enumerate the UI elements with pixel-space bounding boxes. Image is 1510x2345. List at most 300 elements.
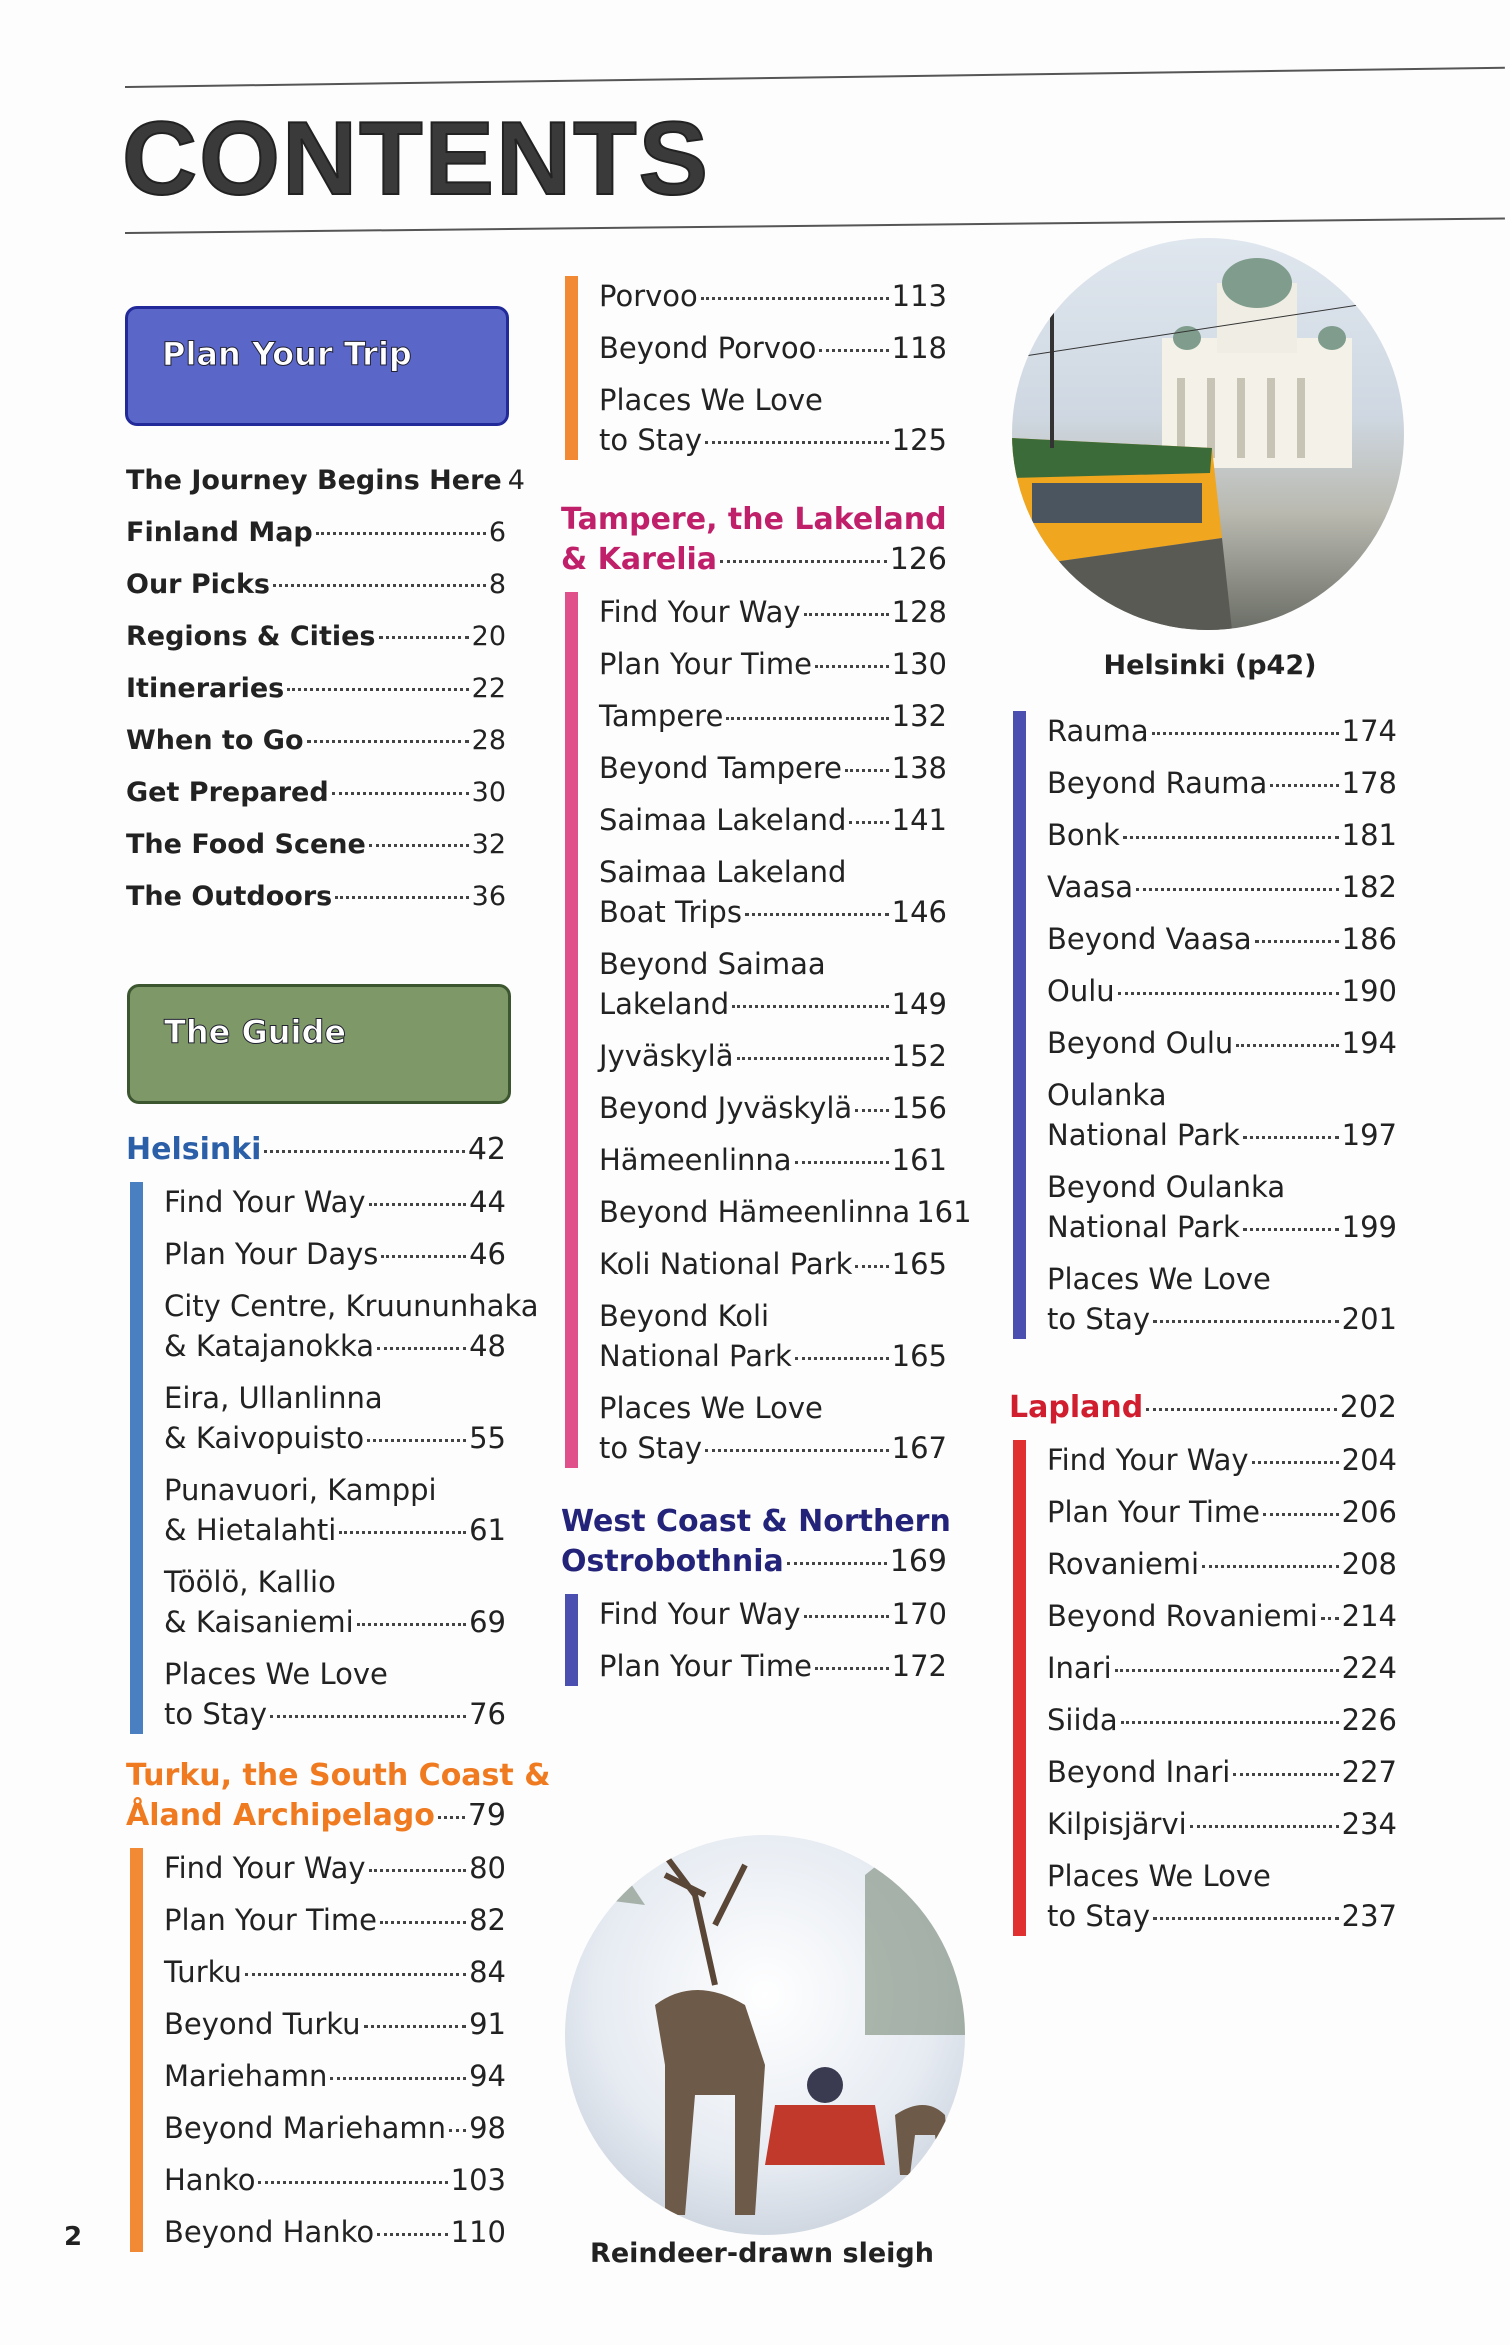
dot-leader [815, 665, 889, 668]
toc-entry[interactable] [599, 748, 947, 788]
toc-entry-line [599, 800, 947, 840]
toc-entry-line [1047, 1167, 1397, 1207]
toc-entry-line [599, 328, 947, 368]
toc-entry-label: Plan Your Time [1047, 1495, 1261, 1529]
toc-entry-label: Beyond Koli [599, 1299, 770, 1333]
dot-leader [332, 792, 469, 795]
toc-entry[interactable] [126, 877, 506, 917]
toc-entry-line [126, 877, 506, 917]
toc-entry[interactable] [164, 1562, 506, 1642]
dot-leader [264, 1150, 464, 1153]
toc-entry-label: Get Prepared [126, 777, 329, 808]
toc-entry-page: 199 [1341, 1210, 1397, 1244]
toc-entry[interactable] [126, 825, 506, 865]
toc-entry[interactable] [1047, 815, 1397, 855]
toc-entry[interactable] [1047, 1804, 1397, 1844]
toc-entry[interactable] [599, 1388, 947, 1468]
page-number: 2 [64, 2222, 83, 2252]
section-westcoast [561, 1502, 951, 1686]
toc-entry[interactable] [126, 461, 525, 501]
toc-entry-label: Beyond Oulanka [1047, 1170, 1286, 1204]
toc-entry[interactable] [599, 644, 947, 684]
toc-entry-line [599, 944, 947, 984]
toc-entry-page: 110 [450, 2215, 506, 2249]
section-title: Ostrobothnia [561, 1544, 784, 1579]
toc-entry-page: 46 [469, 1237, 506, 1271]
toc-entry[interactable] [599, 276, 947, 316]
toc-entry-page: 174 [1341, 714, 1397, 748]
toc-entry-line [599, 1296, 947, 1336]
section-color-bar [565, 1594, 578, 1686]
toc-entry[interactable] [164, 1900, 506, 1940]
toc-entry[interactable] [164, 1952, 506, 1992]
toc-entry-label: Vaasa [1047, 870, 1134, 904]
dot-leader [1153, 1320, 1339, 1323]
toc-entry-page: 91 [469, 2007, 506, 2041]
toc-entry[interactable] [1047, 763, 1397, 803]
toc-entry[interactable] [1047, 1075, 1397, 1155]
toc-entry-line [164, 1602, 506, 1642]
dot-leader [335, 896, 468, 899]
toc-entry-page: 98 [469, 2111, 506, 2145]
toc-entry[interactable] [599, 1296, 947, 1376]
toc-entry[interactable] [126, 773, 506, 813]
toc-entry[interactable] [599, 1646, 947, 1686]
toc-entry[interactable] [164, 1286, 539, 1366]
toc-entry-label: Kilpisjärvi [1047, 1807, 1187, 1841]
toc-entry-label: & Kaisaniemi [164, 1605, 354, 1639]
toc-entry-label: Places We Love [1047, 1262, 1271, 1296]
toc-entry-line [164, 1378, 506, 1418]
section-heading-line [126, 1130, 506, 1170]
toc-entry[interactable] [1047, 1648, 1397, 1688]
toc-entry-page: 84 [469, 1955, 506, 1989]
toc-entry-label: Beyond Inari [1047, 1755, 1231, 1789]
toc-entry-label: The Journey Begins Here [126, 465, 502, 496]
dot-leader [287, 688, 468, 691]
toc-entry[interactable] [1047, 1440, 1397, 1480]
toc-entry[interactable] [1047, 711, 1397, 751]
toc-entry[interactable] [164, 1182, 506, 1222]
toc-entry-page: 130 [891, 647, 947, 681]
toc-entry-page: 237 [1341, 1899, 1397, 1933]
toc-entry-page: 149 [891, 987, 947, 1021]
dot-leader [705, 441, 889, 444]
section-title: Lapland [1009, 1390, 1144, 1425]
toc-entry-line [1047, 763, 1397, 803]
toc-entry[interactable] [1047, 1259, 1397, 1339]
toc-entry[interactable] [164, 1848, 506, 1888]
section-page: 79 [467, 1798, 506, 1833]
dot-leader [1243, 1136, 1339, 1139]
section-items [164, 1182, 539, 1734]
toc-entry[interactable] [1047, 1856, 1397, 1936]
toc-entry[interactable] [599, 1594, 947, 1634]
toc-entry-label: Beyond Rauma [1047, 766, 1268, 800]
toc-entry[interactable] [1047, 919, 1397, 959]
toc-entry-page: 48 [469, 1329, 506, 1363]
toc-entry-label: National Park [1047, 1118, 1240, 1152]
toc-entry[interactable] [1047, 1492, 1397, 1532]
toc-entry[interactable] [126, 721, 506, 761]
section-heading[interactable] [561, 1502, 951, 1582]
toc-entry-label: Rovaniemi [1047, 1547, 1200, 1581]
toc-entry-label: Beyond Rovaniemi [1047, 1599, 1318, 1633]
section-items [599, 1594, 947, 1686]
toc-entry[interactable] [599, 852, 947, 932]
toc-entry-label: & Hietalahti [164, 1513, 337, 1547]
toc-entry[interactable] [1047, 1752, 1397, 1792]
toc-entry-line [164, 1470, 506, 1510]
toc-entry-label: to Stay [164, 1697, 268, 1731]
toc-entry-label: Oulu [1047, 974, 1115, 1008]
cathedral-tram-illustration [1012, 238, 1404, 630]
toc-entry-label: Oulanka [1047, 1078, 1167, 1112]
dot-leader [1321, 1617, 1339, 1620]
dot-leader [1202, 1565, 1339, 1568]
toc-entry-page: 69 [469, 1605, 506, 1639]
dot-leader [438, 1816, 465, 1819]
toc-entry-page: 132 [891, 699, 947, 733]
toc-entry[interactable] [599, 592, 947, 632]
toc-entry-line [1047, 1544, 1397, 1584]
toc-entry[interactable] [1047, 867, 1397, 907]
toc-entry-line [599, 892, 947, 932]
toc-entry-label: City Centre, Kruununhaka [164, 1289, 539, 1323]
toc-entry[interactable] [164, 2212, 506, 2252]
toc-entry-label: & Kaivopuisto [164, 1421, 365, 1455]
toc-entry-line [126, 669, 506, 709]
dot-leader [357, 1623, 466, 1626]
page-title: CONTENTS [122, 101, 710, 217]
toc-entry[interactable] [164, 1378, 506, 1458]
toc-entry[interactable] [599, 1192, 972, 1232]
toc-entry-line [164, 2056, 506, 2096]
toc-entry-line [126, 617, 506, 657]
toc-entry-label: Plan Your Time [164, 1903, 378, 1937]
toc-entry[interactable] [164, 2004, 506, 2044]
toc-entry-page: 128 [891, 595, 947, 629]
section-tampere [561, 500, 972, 1468]
toc-entry-label: Beyond Mariehamn [164, 2111, 447, 2145]
toc-entry-label: Lakeland [599, 987, 730, 1021]
toc-entry[interactable] [126, 565, 506, 605]
toc-entry-line [599, 1388, 947, 1428]
toc-entry[interactable] [599, 380, 947, 460]
toc-entry-line [164, 1418, 506, 1458]
toc-entry-page: 190 [1341, 974, 1397, 1008]
section-title: Åland Archipelago [126, 1798, 435, 1833]
dot-leader [804, 613, 889, 616]
toc-entry-label: Beyond Hanko [164, 2215, 375, 2249]
helsinki-photo-caption: Helsinki (p42) [1103, 650, 1317, 681]
toc-entry-label: Find Your Way [599, 1597, 801, 1631]
section-page: 202 [1339, 1390, 1397, 1425]
toc-entry-label: Itineraries [126, 673, 285, 704]
dot-leader [795, 1357, 889, 1360]
dot-leader [815, 1667, 889, 1670]
section-title: & Karelia [561, 542, 718, 577]
section-westcoast-cont [1009, 711, 1397, 1339]
toc-entry[interactable] [1047, 1544, 1397, 1584]
toc-entry-line [599, 1336, 947, 1376]
toc-entry-page: 44 [469, 1185, 506, 1219]
toc-entry[interactable] [1047, 1023, 1397, 1063]
dot-leader [381, 1255, 466, 1258]
toc-entry-page: 234 [1341, 1807, 1397, 1841]
toc-entry-label: Beyond Saimaa [599, 947, 826, 981]
toc-entry-line [1047, 711, 1397, 751]
section-heading-line [561, 1502, 951, 1542]
toc-entry[interactable] [1047, 1167, 1397, 1247]
section-page: 126 [889, 542, 947, 577]
dot-leader [330, 2077, 466, 2080]
toc-entry-line [1047, 1700, 1397, 1740]
toc-entry[interactable] [1047, 1700, 1397, 1740]
toc-entry-page: 32 [471, 829, 506, 860]
toc-entry[interactable] [126, 617, 506, 657]
toc-entry[interactable] [164, 2108, 506, 2148]
section-color-bar [130, 1182, 143, 1734]
section-lapland [1009, 1388, 1397, 1936]
dot-leader [258, 2181, 447, 2184]
toc-entry[interactable] [599, 944, 947, 1024]
toc-entry-page: 214 [1341, 1599, 1397, 1633]
toc-entry-line [164, 1234, 506, 1274]
dot-leader [705, 1449, 889, 1452]
toc-entry-line [1047, 1259, 1397, 1299]
toc-entry-page: 4 [507, 465, 525, 496]
toc-entry-page: 224 [1341, 1651, 1397, 1685]
toc-entry-page: 226 [1341, 1703, 1397, 1737]
toc-entry-page: 146 [891, 895, 947, 929]
toc-entry-page: 125 [891, 423, 947, 457]
toc-entry-page: 28 [471, 725, 506, 756]
toc-entry-label: Beyond Tampere [599, 751, 842, 785]
toc-entry-line [164, 1848, 506, 1888]
toc-entry-line [164, 1286, 539, 1326]
toc-entry-line [599, 380, 947, 420]
toc-entry-page: 167 [891, 1431, 947, 1465]
section-heading[interactable] [1009, 1388, 1397, 1428]
toc-entry-line [1047, 1075, 1397, 1115]
toc-entry-label: Places We Love [599, 1391, 823, 1425]
toc-entry-page: 156 [891, 1091, 947, 1125]
toc-entry[interactable] [1047, 971, 1397, 1011]
top-rule [125, 67, 1505, 88]
section-heading[interactable] [126, 1130, 506, 1170]
toc-entry-label: to Stay [1047, 1302, 1151, 1336]
toc-entry-label: Boat Trips [599, 895, 742, 929]
reindeer-illustration [565, 1835, 965, 2235]
dot-leader [819, 349, 888, 352]
dot-leader [367, 1439, 466, 1442]
section-heading-line [1009, 1388, 1397, 1428]
toc-entry-line [126, 721, 506, 761]
dot-leader [787, 1562, 887, 1565]
toc-entry[interactable] [599, 1140, 947, 1180]
dot-leader [1146, 1408, 1337, 1411]
toc-entry[interactable] [164, 1470, 506, 1550]
section-items [1047, 711, 1397, 1339]
toc-entry-page: 165 [891, 1247, 947, 1281]
toc-entry-line [126, 461, 525, 501]
toc-entry[interactable] [599, 800, 947, 840]
section-heading-line [561, 500, 947, 540]
dot-leader [364, 2025, 467, 2028]
dot-leader [795, 1161, 889, 1164]
section-items [599, 276, 947, 460]
dot-leader [379, 636, 469, 639]
toc-entry[interactable] [599, 696, 947, 736]
toc-entry-line [1047, 1596, 1397, 1636]
dot-leader [1252, 1461, 1339, 1464]
dot-leader [701, 297, 889, 300]
toc-entry[interactable] [126, 513, 506, 553]
dot-leader [369, 1203, 467, 1206]
dot-leader [845, 769, 889, 772]
toc-entry-line [1047, 971, 1397, 1011]
toc-entry-label: Porvoo [599, 279, 698, 313]
toc-entry-label: Punavuori, Kamppi [164, 1473, 437, 1507]
toc-entry-label: The Outdoors [126, 881, 333, 912]
dot-leader [855, 1265, 888, 1268]
toc-entry-page: 80 [469, 1851, 506, 1885]
dot-leader [720, 560, 887, 563]
section-page: 169 [889, 1544, 947, 1579]
toc-entry-label: & Katajanokka [164, 1329, 375, 1363]
toc-entry-line [599, 1192, 972, 1232]
toc-entry-line [1047, 1115, 1397, 1155]
toc-entry-page: 103 [450, 2163, 506, 2197]
toc-entry-label: Places We Love [164, 1657, 388, 1691]
toc-entry-page: 36 [471, 881, 506, 912]
toc-entry[interactable] [1047, 1596, 1397, 1636]
toc-entry-label: The Food Scene [126, 829, 366, 860]
toc-entry-page: 208 [1341, 1547, 1397, 1581]
toc-entry-label: Find Your Way [1047, 1443, 1249, 1477]
dot-leader [1190, 1825, 1339, 1828]
toc-entry-page: 82 [469, 1903, 506, 1937]
toc-entry-line [1047, 919, 1397, 959]
toc-entry[interactable] [599, 1088, 947, 1128]
section-heading-line [126, 1796, 506, 1836]
dot-leader [1136, 888, 1339, 891]
toc-entry-page: 138 [891, 751, 947, 785]
toc-entry[interactable] [164, 2056, 506, 2096]
toc-entry-label: Rauma [1047, 714, 1149, 748]
toc-entry-line [599, 1140, 947, 1180]
dot-leader [273, 584, 486, 587]
toc-entry[interactable] [599, 1036, 947, 1076]
toc-entry-label: Jyväskylä [599, 1039, 734, 1073]
toc-entry-page: 152 [891, 1039, 947, 1073]
section-page: 42 [467, 1132, 506, 1167]
toc-entry-label: Inari [1047, 1651, 1112, 1685]
toc-entry[interactable] [164, 1654, 506, 1734]
toc-entry-label: Finland Map [126, 517, 313, 548]
toc-entry-label: National Park [1047, 1210, 1240, 1244]
toc-entry[interactable] [164, 1234, 506, 1274]
toc-entry-line [599, 1244, 947, 1284]
dot-leader [449, 2129, 466, 2132]
toc-entry-label: to Stay [599, 423, 703, 457]
toc-entry-label: Beyond Oulu [1047, 1026, 1234, 1060]
dot-leader [245, 1973, 466, 1976]
toc-entry-label: Töölö, Kallio [164, 1565, 336, 1599]
toc-entry-page: 22 [471, 673, 506, 704]
dot-leader [732, 1005, 888, 1008]
toc-entry-label: to Stay [599, 1431, 703, 1465]
toc-entry[interactable] [599, 328, 947, 368]
section-color-bar [130, 1848, 143, 2252]
toc-entry-line [1047, 1492, 1397, 1532]
toc-entry-page: 204 [1341, 1443, 1397, 1477]
toc-entry-page: 178 [1341, 766, 1397, 800]
dot-leader [849, 821, 888, 824]
toc-entry-line [126, 513, 506, 553]
toc-entry-line [599, 644, 947, 684]
helsinki-cathedral-photo [1012, 238, 1404, 630]
toc-entry-label: Saimaa Lakeland [599, 855, 847, 889]
section-heading-line [561, 1542, 947, 1582]
toc-entry-line [1047, 1023, 1397, 1063]
toc-entry-line [1047, 815, 1397, 855]
dot-leader [1115, 1669, 1339, 1672]
toc-entry-page: 8 [488, 569, 506, 600]
section-heading[interactable] [126, 1756, 551, 1836]
section-items [599, 592, 972, 1468]
toc-entry-line [164, 1952, 506, 1992]
toc-entry-line [164, 2160, 506, 2200]
toc-entry-line [599, 276, 947, 316]
section-heading[interactable] [561, 500, 947, 580]
section-heading-line [561, 540, 947, 580]
toc-entry-line [599, 984, 947, 1024]
toc-entry[interactable] [126, 669, 506, 709]
toc-entry-page: 55 [469, 1421, 506, 1455]
toc-entry-page: 94 [469, 2059, 506, 2093]
toc-entry-page: 172 [891, 1649, 947, 1683]
toc-entry-line [164, 2004, 506, 2044]
plan-your-trip-box [125, 306, 509, 426]
toc-entry-page: 141 [891, 803, 947, 837]
toc-entry-line [1047, 1299, 1397, 1339]
toc-entry-label: Bonk [1047, 818, 1120, 852]
toc-entry-line [164, 1326, 506, 1366]
toc-entry[interactable] [599, 1244, 947, 1284]
toc-entry-line [599, 592, 947, 632]
toc-entry-label: When to Go [126, 725, 304, 756]
toc-entry-line [164, 1510, 506, 1550]
toc-entry-label: Places We Love [1047, 1859, 1271, 1893]
section-items [164, 1848, 506, 2252]
plan-your-trip-list [126, 461, 525, 917]
toc-entry-page: 194 [1341, 1026, 1397, 1060]
section-color-bar [565, 592, 578, 1468]
toc-entry-line [599, 1594, 947, 1634]
the-guide-label: The Guide [164, 1013, 347, 1051]
toc-entry-line [599, 1428, 947, 1468]
section-helsinki [126, 1130, 539, 1734]
section-color-bar [1013, 1440, 1026, 1936]
title-rule [125, 218, 1505, 234]
section-color-bar [565, 276, 578, 460]
toc-entry[interactable] [164, 2160, 506, 2200]
section-title: Turku, the South Coast & [126, 1758, 551, 1793]
toc-entry-label: Hämeenlinna [599, 1143, 792, 1177]
dot-leader [737, 1057, 889, 1060]
